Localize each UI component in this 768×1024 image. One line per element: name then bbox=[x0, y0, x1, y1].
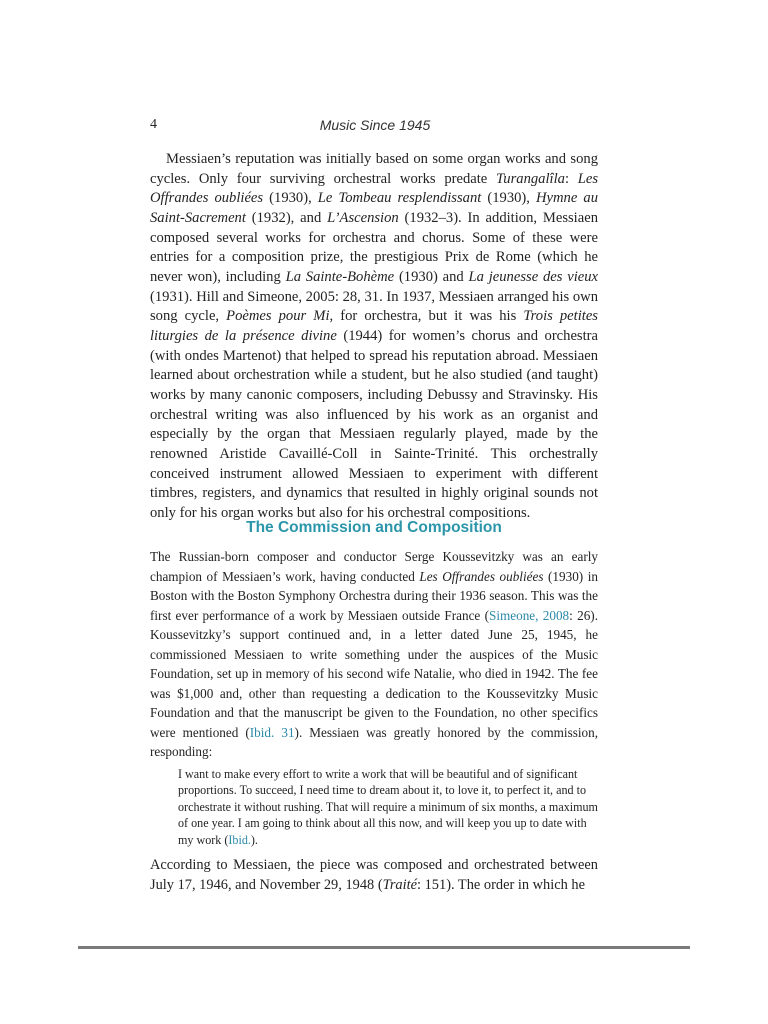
italic-title: Poèmes pour Mi bbox=[226, 308, 330, 325]
text-run: (1932), and bbox=[245, 209, 328, 226]
text-run: The Russian-born composer and conductor Serge Koussevitzky was an early champion of Messiaen’s work, having conducted bbox=[150, 549, 598, 584]
page-number: 4 bbox=[150, 117, 157, 132]
italic-title: La jeunesse des vieux bbox=[468, 268, 598, 285]
text-run: (1932–3). In addition, Messiaen composed several works for orchestra and chorus. Some of these were entries for a composition prize, the prestigious Prix de Rome (which he never won), including bbox=[150, 209, 598, 285]
body-paragraph-3 bbox=[150, 855, 598, 895]
text-run: (1944) for women’s chorus and orchestra (with ondes Martenot) that helped to spread his reputation abroad. Messiaen learned about orchestration while a student, but he also studied (and taught) works by many canonic composers, including Debussy and Stravinsky. His orchestral writing was also influenced by his work as an organist and especially by the organ that Messiaen regularly played, made by the renowned Aristide Cavaillé-Coll in Sainte-Trinité. This orchestrally conceived instrument allowed Messiaen to experiment with different timbres, registers, and dynamics that resulted in highly original sounds not only for his organ works but also for his orchestral compositions. bbox=[150, 327, 598, 521]
text-run: ). bbox=[250, 832, 258, 847]
italic-title: Trois petites liturgies de la présence divine bbox=[150, 308, 598, 344]
italic-title: Les Offrandes oubliées bbox=[150, 170, 599, 207]
citation-link[interactable]: Ibid. 31 bbox=[249, 724, 295, 740]
text-run: , for orchestra, but it was his bbox=[329, 308, 524, 325]
text-run: (1930) and bbox=[394, 268, 469, 285]
running-title: Music Since 1945 bbox=[319, 117, 431, 133]
body-paragraph-1 bbox=[150, 150, 598, 523]
block-quote bbox=[178, 766, 598, 848]
text-run: (1930), bbox=[263, 190, 318, 207]
citation-link[interactable]: Ibid. bbox=[228, 832, 251, 847]
text-run: (1930) in Boston with the Boston Symphony Orchestra during their 1936 season. This was the first ever performance of a work by Messiaen outside France ( bbox=[150, 568, 598, 623]
italic-title: Turangalîla bbox=[496, 170, 565, 187]
italic-title: Le Tombeau resplendissant bbox=[317, 190, 482, 207]
text-run: (1930), bbox=[481, 190, 536, 207]
text-run: According to Messiaen, the piece was composed and orchestrated between July 17, 1946, and November 29, 1948 ( bbox=[150, 857, 598, 893]
text-run: : 151). The order in which he bbox=[417, 877, 585, 893]
italic-title: L’Ascension bbox=[327, 209, 399, 226]
italic-title: Les Offrandes oubliées bbox=[419, 568, 544, 584]
body-paragraph-2 bbox=[150, 547, 598, 762]
text-run: : bbox=[564, 170, 578, 187]
text-run: Messiaen’s reputation was initially based on some organ works and song cycles. Only four surviving orchestral works predate bbox=[150, 151, 598, 187]
footer-rule bbox=[78, 946, 690, 949]
italic-title: Hymne au Saint-Sacrement bbox=[150, 190, 598, 226]
citation-link[interactable]: Simeone, 2008 bbox=[489, 607, 570, 623]
text-run: I want to make every effort to write a work that will be beautiful and of significant proportions. To succeed, I need time to dream about it, to love it, to perfect it, and to orchestrate it without rushing. That will require a minimum of six months, a maximum of one year. I am going to think about all this now, and will keep you up to date with my work ( bbox=[178, 767, 598, 847]
page-header bbox=[150, 117, 600, 137]
italic-title: Traité bbox=[382, 877, 418, 893]
italic-title: La Sainte-Bohème bbox=[285, 268, 395, 285]
section-heading: The Commission and Composition bbox=[246, 519, 502, 536]
text-run: ). Messiaen was greatly honored by the commission, responding: bbox=[150, 724, 598, 760]
text-run: (1931). Hill and Simeone, 2005: 28, 31. In 1937, Messiaen arranged his own song cycle, bbox=[150, 288, 598, 325]
text-run: : 26). Koussevitzky’s support continued and, in a letter dated June 25, 1945, he commissioned Messiaen to write something under the auspices of the Music Foundation, set up in memory of his second wife Natalie, who died in 1942. The fee was $1,000 and, other than requesting a dedication to the Koussevitzky Music Foundation and that the manuscript be given to the Foundation, no other specifics were mentioned ( bbox=[150, 607, 598, 740]
